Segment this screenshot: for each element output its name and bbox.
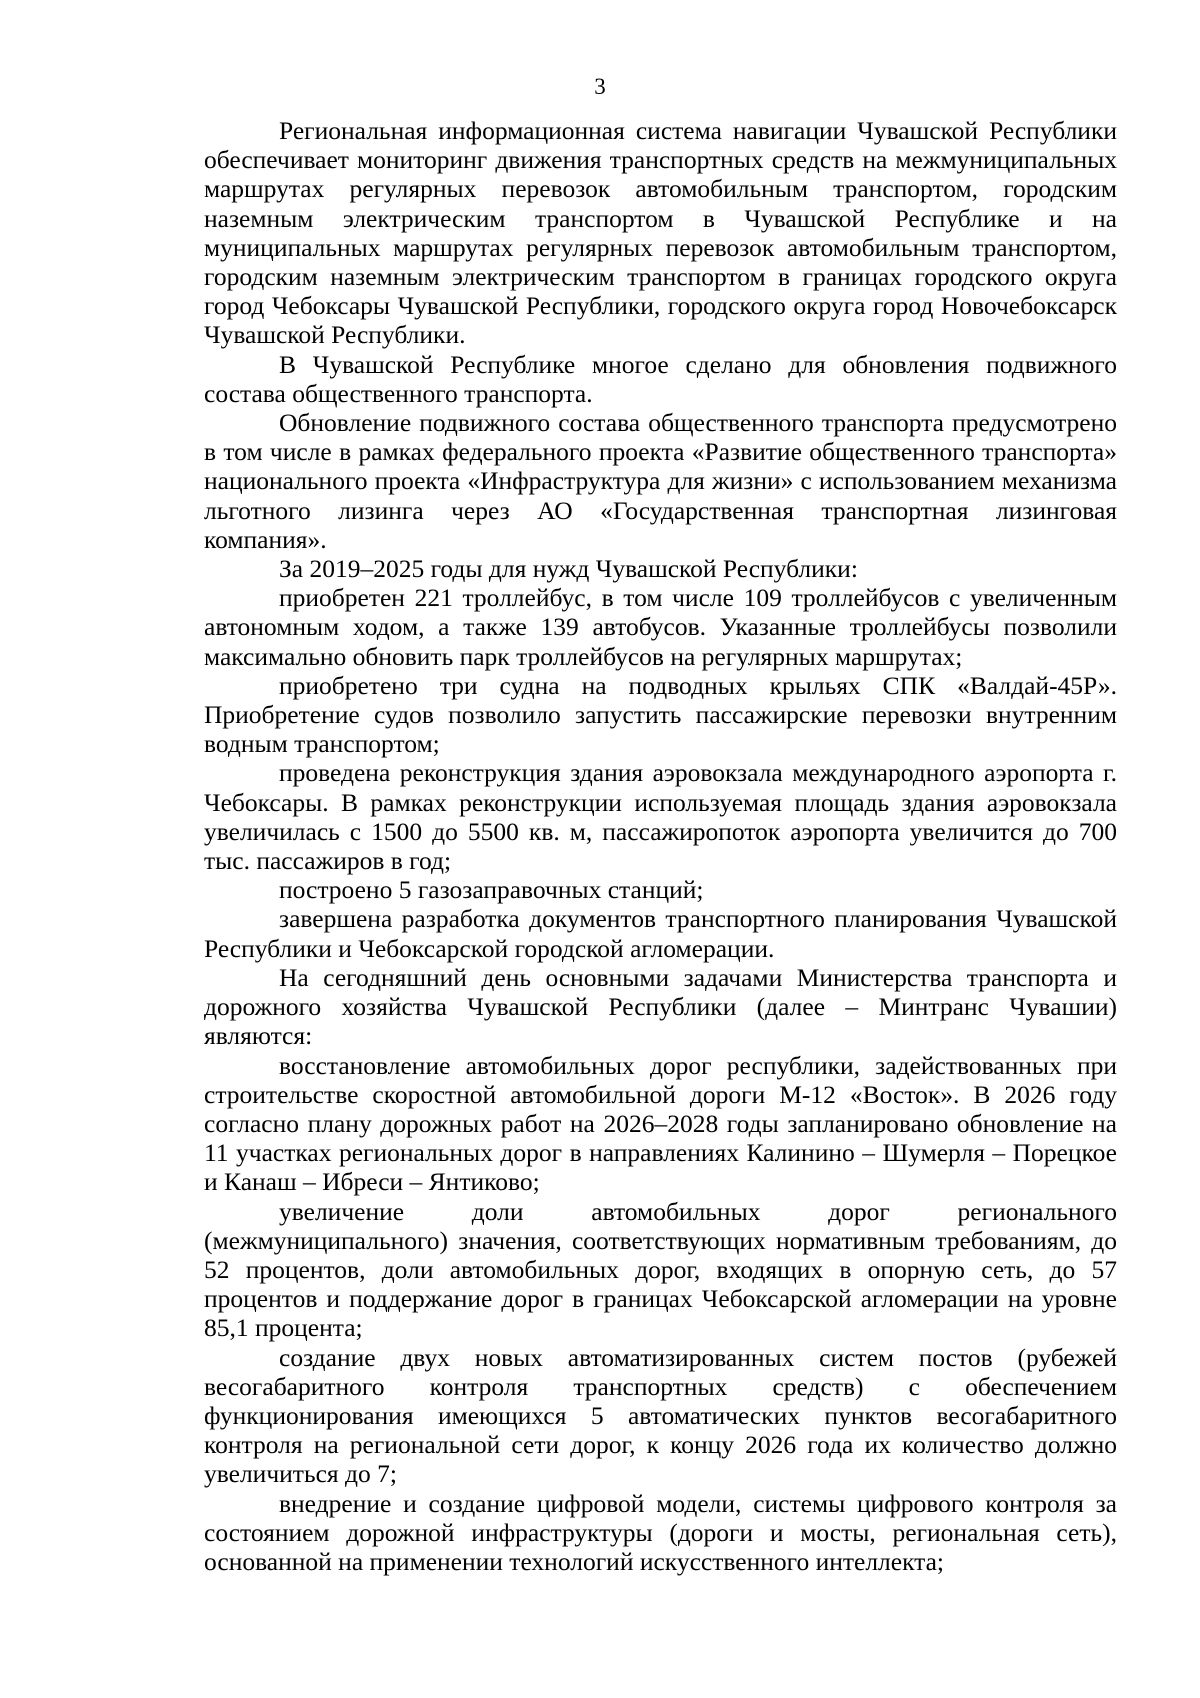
paragraph-road-restoration: восстановление автомобильных дорог республики, задействованных при строительстве скоростной автомобильной дороги М-12 «Восток». В 2026 году согласно плану дорожных работ на 2026–2028 годы запланировано обновление на 11 участках региональных дорог в направлениях Калинино – Шумерля – Порецкое и Канаш – Ибреси – Янтиково; — [204, 1050, 1117, 1197]
paragraph-trolleybuses: приобретен 221 троллейбус, в том числе 109 троллейбусов с увеличенным автономным ходом, а также 139 автобусов. Указанные троллейбусы позволили максимально обновить парк троллейбусов на регулярных маршрутах; — [204, 583, 1117, 671]
paragraph-federal-project: Обновление подвижного состава общественного транспорта предусмотрено в том числе в рамках федерального проекта «Развитие общественного транспорта» национального проекта «Инфраструктура для жизни» с использованием механизма льготного лизинга через АО «Государственная транспортная лизинговая компания». — [204, 408, 1117, 554]
paragraph-ministry-tasks: На сегодняшний день основными задачами Министерства транспорта и дорожного хозяйства Чувашской Республики (далее – Минтранс Чувашии) являются: — [204, 962, 1117, 1051]
page-number: 3 — [594, 74, 606, 99]
paragraph-weight-control: создание двух новых автоматизированных систем постов (рубежей весогабаритного контроля транспортных средств) с обеспечением функционирования имеющихся 5 автоматических пунктов весогабаритного контроля на региональной сети дорог, к концу 2026 года их количество должно увеличиться до 7; — [204, 1342, 1117, 1489]
paragraph-period-intro: За 2019–2025 годы для нужд Чувашской Республики: — [279, 554, 858, 584]
paragraph-road-share: увеличение доли автомобильных дорог регионального (межмуниципального) значения, соответствующих нормативным требованиям, до 52 процентов, доли автомобильных дорог, входящих в опорную сеть, до 57 процентов и поддержание дорог в границах Чебоксарской агломерации на уровне 85,1 процента; — [204, 1196, 1117, 1343]
paragraph-gas-stations: построено 5 газозаправочных станций; — [279, 875, 704, 905]
paragraph-planning-documents: завершена разработка документов транспортного планирования Чувашской Республики и Чебоксарской городской агломерации. — [204, 904, 1117, 963]
paragraph-navigation-system: Региональная информационная система навигации Чувашской Республики обеспечивает мониторинг движения транспортных средств на межмуниципальных маршрутах регулярных перевозок автомобильным транспортом, городским наземным электрическим транспортом в Чувашской Республике и на муниципальных маршрутах регулярных перевозок автомобильным транспортом, городским наземным электрическим транспортом в границах городского округа город Чебоксары Чувашской Республики, городского округа город Новочебоксарск Чувашской Республики. — [204, 116, 1117, 350]
document-body — [204, 116, 1117, 1576]
paragraph-hydrofoils: приобретено три судна на подводных крыльях СПК «Валдай-45Р». Приобретение судов позволило запустить пассажирские перевозки внутренним водным транспортом; — [204, 670, 1117, 759]
paragraph-digital-model: внедрение и создание цифровой модели, системы цифрового контроля за состоянием дорожной инфраструктуры (дороги и мосты, региональная сеть), основанной на применении технологий искусственного интеллекта; — [204, 1488, 1117, 1576]
paragraph-airport: проведена реконструкция здания аэровокзала международного аэропорта г. Чебоксары. В рамках реконструкции используемая площадь здания аэровокзала увеличилась с 1500 до 5500 кв. м, пассажиропоток аэропорта увеличится до 700 тыс. пассажиров в год; — [204, 758, 1117, 876]
paragraph-fleet-renewal: В Чувашской Республике многое сделано для обновления подвижного состава общественного транспорта. — [204, 349, 1117, 408]
